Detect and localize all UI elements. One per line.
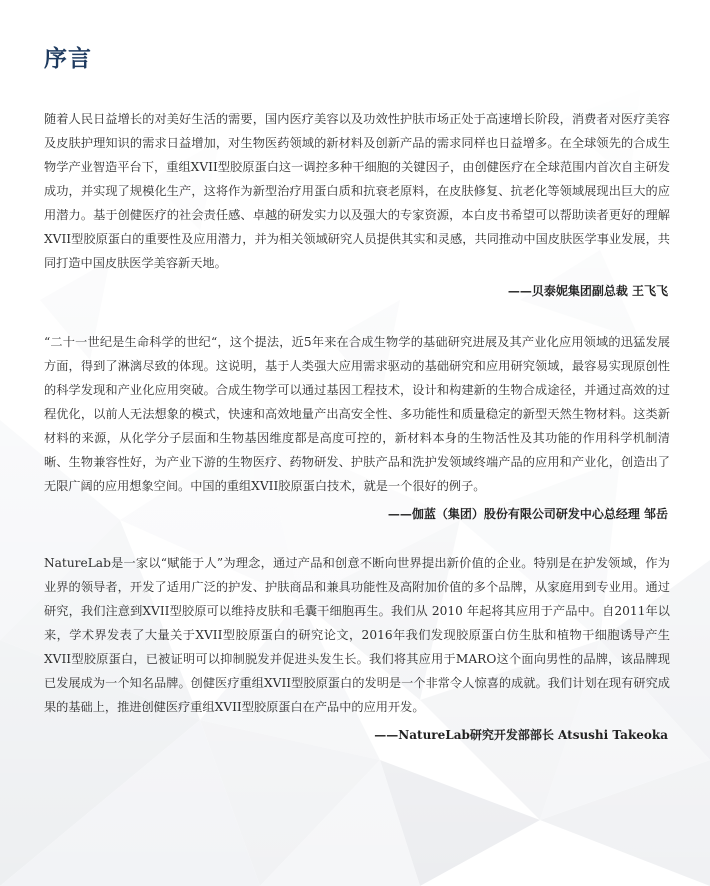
preface-section-1 [44,107,670,301]
signature: ——NatureLab研究开发部部长 Atsushi Takeoka [374,728,668,742]
paragraph-text: “二十一世纪是生命科学的世纪“，这个提法，近5年来在合成生物学的基础研究进展及其产业化应用领域的迅猛发展方面，得到了淋漓尽致的体现。这说明，基于人类强大应用需求驱动的基础研究和应用研究领域，最容易实现原创性的科学发现和产业化应用突破。合成生物学可以通过基因工程技术，设计和构建新的生物合成途径，并通过高效的过程优化，以前人无法想象的模式，快速和高效地量产出高安全性、多功能性和质量稳定的新型天然生物材料。这类新材料的来源，从化学分子层面和生物基因维度都是高度可控的，新材料本身的生物活性及其功能的作用科学机制清晰、生物兼容性好，为产业下游的生物医疗、药物研发、护肤产品和洗护发领域终端产品的应用和产业化，创造出了无限广阔的应用想象空间。中国的重组XVII胶原蛋白技术，就是一个很好的例子。 [44,335,670,493]
signature: ——贝泰妮集团副总裁 王飞飞 [507,284,668,298]
paragraph-text: 随着人民日益增长的对美好生活的需要，国内医疗美容以及功效性护肤市场正处于高速增长阶段，消费者对医疗美容及皮肤护理知识的需求日益增加，对生物医药领域的新材料及创新产品的需求同样也日益增多。在全球领先的合成生物学产业智造平台下，重组XVII型胶原蛋白这一调控多种干细胞的关键因子，由创健医疗在全球范围内首次自主研发成功，并实现了规模化生产，这将作为新型治疗用蛋白质和抗衰老原料，在皮肤修复、抗老化等领域展现出巨大的应用潜力。基于创健医疗的社会责任感、卓越的研发实力以及强大的专家资源，本白皮书希望可以帮助读者更好的理解XVII型胶原蛋白的重要性及应用潜力，并为相关领域研究人员提供其实和灵感，共同推动中国皮肤医学事业发展，共同打造中国皮肤医学美容新天地。 [44,112,670,270]
page-title: 序言 [44,45,92,72]
preface-section-3 [44,551,670,745]
paragraph-text: NatureLab是一家以“赋能于人”为理念，通过产品和创意不断向世界提出新价值的企业。特别是在护发领域，作为业界的领导者，开发了适用广泛的护发、护肤商品和兼具功能性及高附加价值的多个品牌，从家庭用到专业用。通过研究，我们注意到XVII型胶原可以维持皮肤和毛囊干细胞再生。我们从 2010 年起将其应用于产品中。自2011年以来，学术界发表了大量关于XVII型胶原蛋白的研究论文，2016年我们发现胶原蛋白仿生肽和植物干细胞诱导产生XVII型胶原蛋白，已被证明可以抑制脱发并促进头发生长。我们将其应用于MARO这个面向男性的品牌，该品牌现已发展成为一个知名品牌。创健医疗重组XVII型胶原蛋白的发明是一个非常令人惊喜的成就。我们计划在现有研究成果的基础上，推进创健医疗重组XVII型胶原蛋白在产品中的应用开发。 [44,556,670,714]
signature: ——伽蓝（集团）股份有限公司研发中心总经理 邹岳 [387,507,668,521]
preface-section-2 [44,330,670,524]
